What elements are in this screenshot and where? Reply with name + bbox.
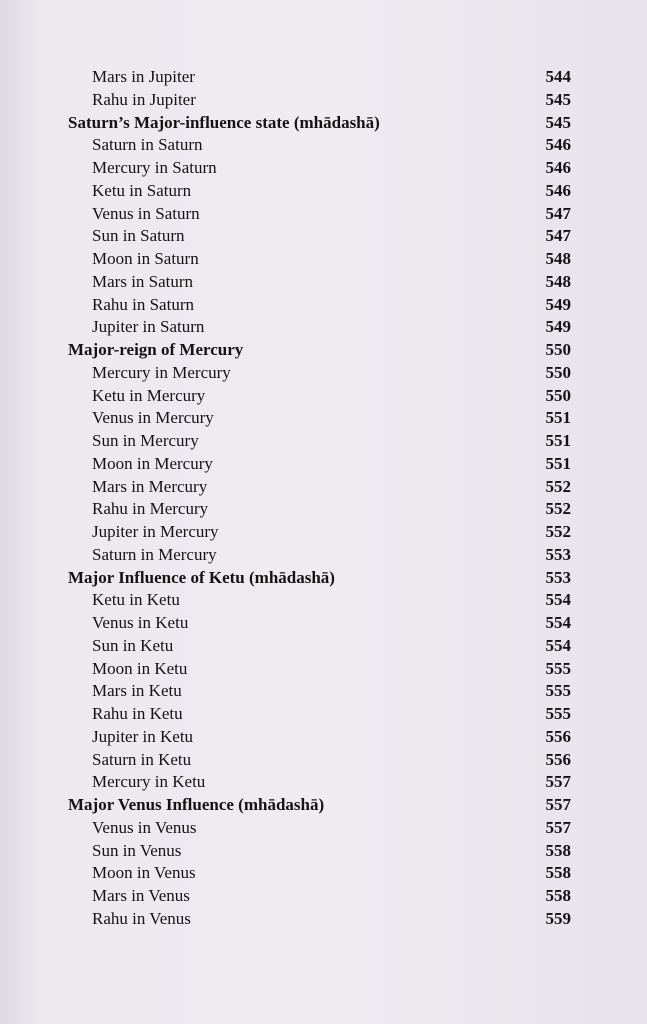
toc-entry-title: Sun in Mercury — [92, 431, 199, 450]
toc-entry — [0, 134, 647, 157]
toc-entry — [0, 521, 647, 544]
toc-section-heading — [0, 112, 647, 135]
toc-entry — [0, 612, 647, 635]
toc-page-number: 556 — [545, 726, 571, 746]
toc-entry-title: Major-reign of Mercury — [68, 340, 244, 359]
toc-entry — [0, 362, 647, 385]
toc-entry-title: Mercury in Mercury — [92, 362, 231, 382]
toc-page-number: 558 — [545, 886, 571, 905]
toc-page-number: 555 — [545, 681, 571, 701]
toc-entry-title: Rahu in Venus — [92, 908, 191, 928]
toc-entry — [0, 589, 647, 612]
toc-entry-title: Rahu in Mercury — [92, 499, 209, 519]
toc-entry — [0, 840, 647, 863]
toc-page-number: 552 — [545, 476, 571, 496]
toc-entry-title: Moon in Ketu — [92, 658, 188, 678]
toc-page-number: 549 — [545, 294, 571, 314]
toc-entry — [0, 817, 647, 840]
toc-entry-title: Rahu in Jupiter — [92, 89, 196, 109]
toc-entry-title: Saturn in Mercury — [92, 544, 217, 564]
toc-entry — [0, 544, 647, 567]
toc-page-number: 550 — [545, 362, 571, 382]
toc-page-number: 544 — [545, 67, 571, 86]
toc-entry — [0, 248, 647, 271]
toc-page-number: 554 — [545, 635, 571, 655]
toc-entry-title: Venus in Ketu — [92, 613, 189, 632]
toc-entry — [0, 635, 647, 658]
toc-entry-title: Jupiter in Saturn — [92, 317, 205, 337]
toc-page-number: 545 — [545, 89, 571, 109]
toc-page-number: 554 — [545, 590, 571, 610]
toc-entry — [0, 385, 647, 408]
toc-entry-title: Mercury in Saturn — [92, 158, 217, 177]
toc-page-number: 558 — [545, 840, 571, 860]
toc-page-number: 549 — [545, 317, 571, 337]
toc-entry-title: Ketu in Saturn — [92, 180, 192, 200]
toc-entry — [0, 294, 647, 317]
toc-entry — [0, 771, 647, 794]
toc-page-number: 550 — [545, 385, 571, 405]
toc-entry-title: Moon in Saturn — [92, 249, 199, 268]
toc-entry — [0, 180, 647, 203]
toc-entry-title: Venus in Saturn — [92, 203, 200, 223]
toc-entry-title: Moon in Mercury — [92, 453, 213, 473]
toc-entry-title: Mars in Ketu — [92, 681, 182, 701]
toc-page-number: 551 — [545, 453, 571, 473]
toc-entry-title: Venus in Mercury — [92, 408, 214, 428]
toc-entry — [0, 225, 647, 248]
toc-page-number: 559 — [545, 908, 571, 928]
toc-entry-title: Saturn in Saturn — [92, 135, 203, 155]
toc-entry-title: Sun in Ketu — [92, 635, 174, 655]
toc-entry — [0, 908, 647, 931]
toc-entry — [0, 749, 647, 772]
toc-entry — [0, 476, 647, 499]
toc-page-number: 555 — [545, 704, 571, 723]
toc-entry-title: Mars in Mercury — [92, 476, 208, 496]
toc-page-number: 548 — [545, 249, 571, 268]
toc-page-number: 545 — [545, 112, 571, 132]
toc-entry — [0, 157, 647, 180]
toc-entry-title: Rahu in Ketu — [92, 704, 183, 723]
toc-entry-title: Mars in Saturn — [92, 271, 194, 291]
toc-entry — [0, 498, 647, 521]
toc-entry-title: Saturn in Ketu — [92, 749, 192, 769]
toc-entry-title: Sun in Saturn — [92, 226, 185, 246]
toc-entry — [0, 862, 647, 885]
toc-entry — [0, 66, 647, 89]
toc-page-number: 552 — [545, 522, 571, 541]
toc-entry-title: Saturn’s Major-influence state (mhādashā) — [68, 112, 380, 132]
toc-entry-title: Mars in Venus — [92, 886, 190, 905]
toc-entry-title: Rahu in Saturn — [92, 294, 194, 314]
toc-entry-title: Venus in Venus — [92, 817, 197, 837]
toc-page-number: 546 — [545, 180, 571, 200]
toc-entry-title: Moon in Venus — [92, 863, 196, 883]
table-of-contents — [0, 66, 647, 931]
toc-page-number: 546 — [545, 135, 571, 155]
toc-page-number: 557 — [545, 772, 571, 792]
toc-entry — [0, 407, 647, 430]
toc-entry-title: Ketu in Ketu — [92, 590, 180, 610]
toc-entry-title: Major Influence of Ketu (mhādashā) — [68, 567, 335, 587]
toc-page-number: 553 — [545, 567, 571, 587]
toc-entry-title: Ketu in Mercury — [92, 385, 206, 405]
toc-page-number: 555 — [545, 658, 571, 678]
toc-entry — [0, 726, 647, 749]
toc-entry-title: Major Venus Influence (mhādashā) — [68, 795, 325, 814]
toc-page-number: 552 — [545, 499, 571, 519]
toc-page-number: 557 — [545, 817, 571, 837]
toc-entry-title: Mercury in Ketu — [92, 772, 206, 792]
toc-entry — [0, 430, 647, 453]
toc-page-number: 554 — [545, 613, 571, 632]
toc-section-heading — [0, 794, 647, 817]
toc-entry — [0, 203, 647, 226]
toc-entry — [0, 89, 647, 112]
toc-page-number: 547 — [545, 203, 571, 223]
toc-entry — [0, 885, 647, 908]
toc-entry-title: Mars in Jupiter — [92, 67, 195, 86]
toc-section-heading — [0, 339, 647, 362]
toc-entry — [0, 703, 647, 726]
toc-page-number: 557 — [545, 795, 571, 814]
toc-entry — [0, 453, 647, 476]
toc-entry-title: Sun in Venus — [92, 840, 182, 860]
toc-page-number: 546 — [545, 158, 571, 177]
toc-page-number: 547 — [545, 226, 571, 246]
toc-page-number: 550 — [545, 340, 571, 359]
toc-entry — [0, 271, 647, 294]
toc-section-heading — [0, 567, 647, 590]
toc-entry — [0, 680, 647, 703]
toc-entry — [0, 658, 647, 681]
toc-page-number: 556 — [545, 749, 571, 769]
toc-page-number: 551 — [545, 431, 571, 450]
toc-entry-title: Jupiter in Mercury — [92, 522, 219, 541]
toc-page-number: 553 — [545, 544, 571, 564]
toc-page-number: 558 — [545, 863, 571, 883]
toc-entry-title: Jupiter in Ketu — [92, 726, 194, 746]
toc-page-number: 548 — [545, 271, 571, 291]
toc-entry — [0, 316, 647, 339]
toc-page-number: 551 — [545, 408, 571, 428]
